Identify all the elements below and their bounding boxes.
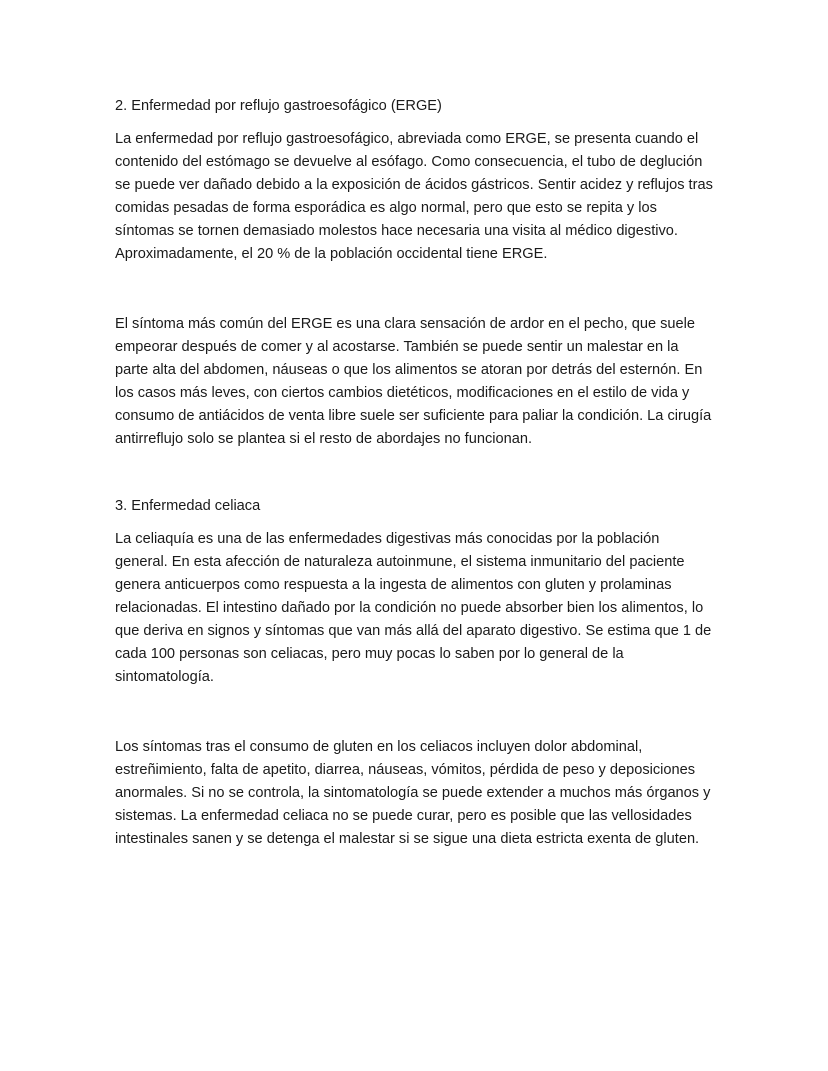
paragraph-erge-symptoms: El síntoma más común del ERGE es una clara sensación de ardor en el pecho, que suele empeorar después de comer y al acostarse. También se puede sentir un malestar en la parte alta del abdomen, náuseas o que los alimentos se atoran por detrás del esternón. En los casos más leves, con ciertos cambios dietéticos, modificaciones en el estilo de vida y consumo de antiácidos de venta libre suele ser suficiente para paliar la condición. La cirugía antirreflujo solo se plantea si el resto de abordajes no funcionan. — [115, 316, 712, 447]
document-page — [115, 95, 715, 851]
paragraph-celiac-symptoms: Los síntomas tras el consumo de gluten en los celiacos incluyen dolor abdominal, estreñimiento, falta de apetito, diarrea, náuseas, vómitos, pérdida de peso y deposiciones anormales. Si no se controla, la sintomatología se puede extender a muchos más órganos y sistemas. La enfermedad celiaca no se puede curar, pero es posible que las vellosidades intestinales sanen y se detenga el malestar si se sigue una dieta estricta exenta de gluten. — [115, 739, 711, 847]
section-heading-celiac: 3. Enfermedad celiaca — [115, 498, 261, 514]
paragraph-celiac-intro: La celiaquía es una de las enfermedades digestivas más conocidas por la población general. En esta afección de naturaleza autoinmune, el sistema inmunitario del paciente genera anticuerpos como respuesta a la ingesta de alimentos con gluten y prolaminas relacionadas. El intestino dañado por la condición no puede absorber bien los alimentos, lo que deriva en signos y síntomas que van más allá del aparato digestivo. Se estima que 1 de cada 100 personas son celiacas, pero muy pocas lo saben por lo general de la sintomatología. — [115, 531, 712, 685]
section-heading-erge: 2. Enfermedad por reflujo gastroesofágico (ERGE) — [115, 98, 442, 114]
paragraph-erge-intro: La enfermedad por reflujo gastroesofágico, abreviada como ERGE, se presenta cuando el contenido del estómago se devuelve al esófago. Como consecuencia, el tubo de deglución se puede ver dañado debido a la exposición de ácidos gástricos. Sentir acidez y reflujos tras comidas pesadas de forma esporádica es algo normal, pero que esto se repita y los síntomas se tornen demasiado molestos hace necesaria una visita al médico digestivo. Aproximadamente, el 20 % de la población occidental tiene ERGE. — [115, 131, 713, 262]
